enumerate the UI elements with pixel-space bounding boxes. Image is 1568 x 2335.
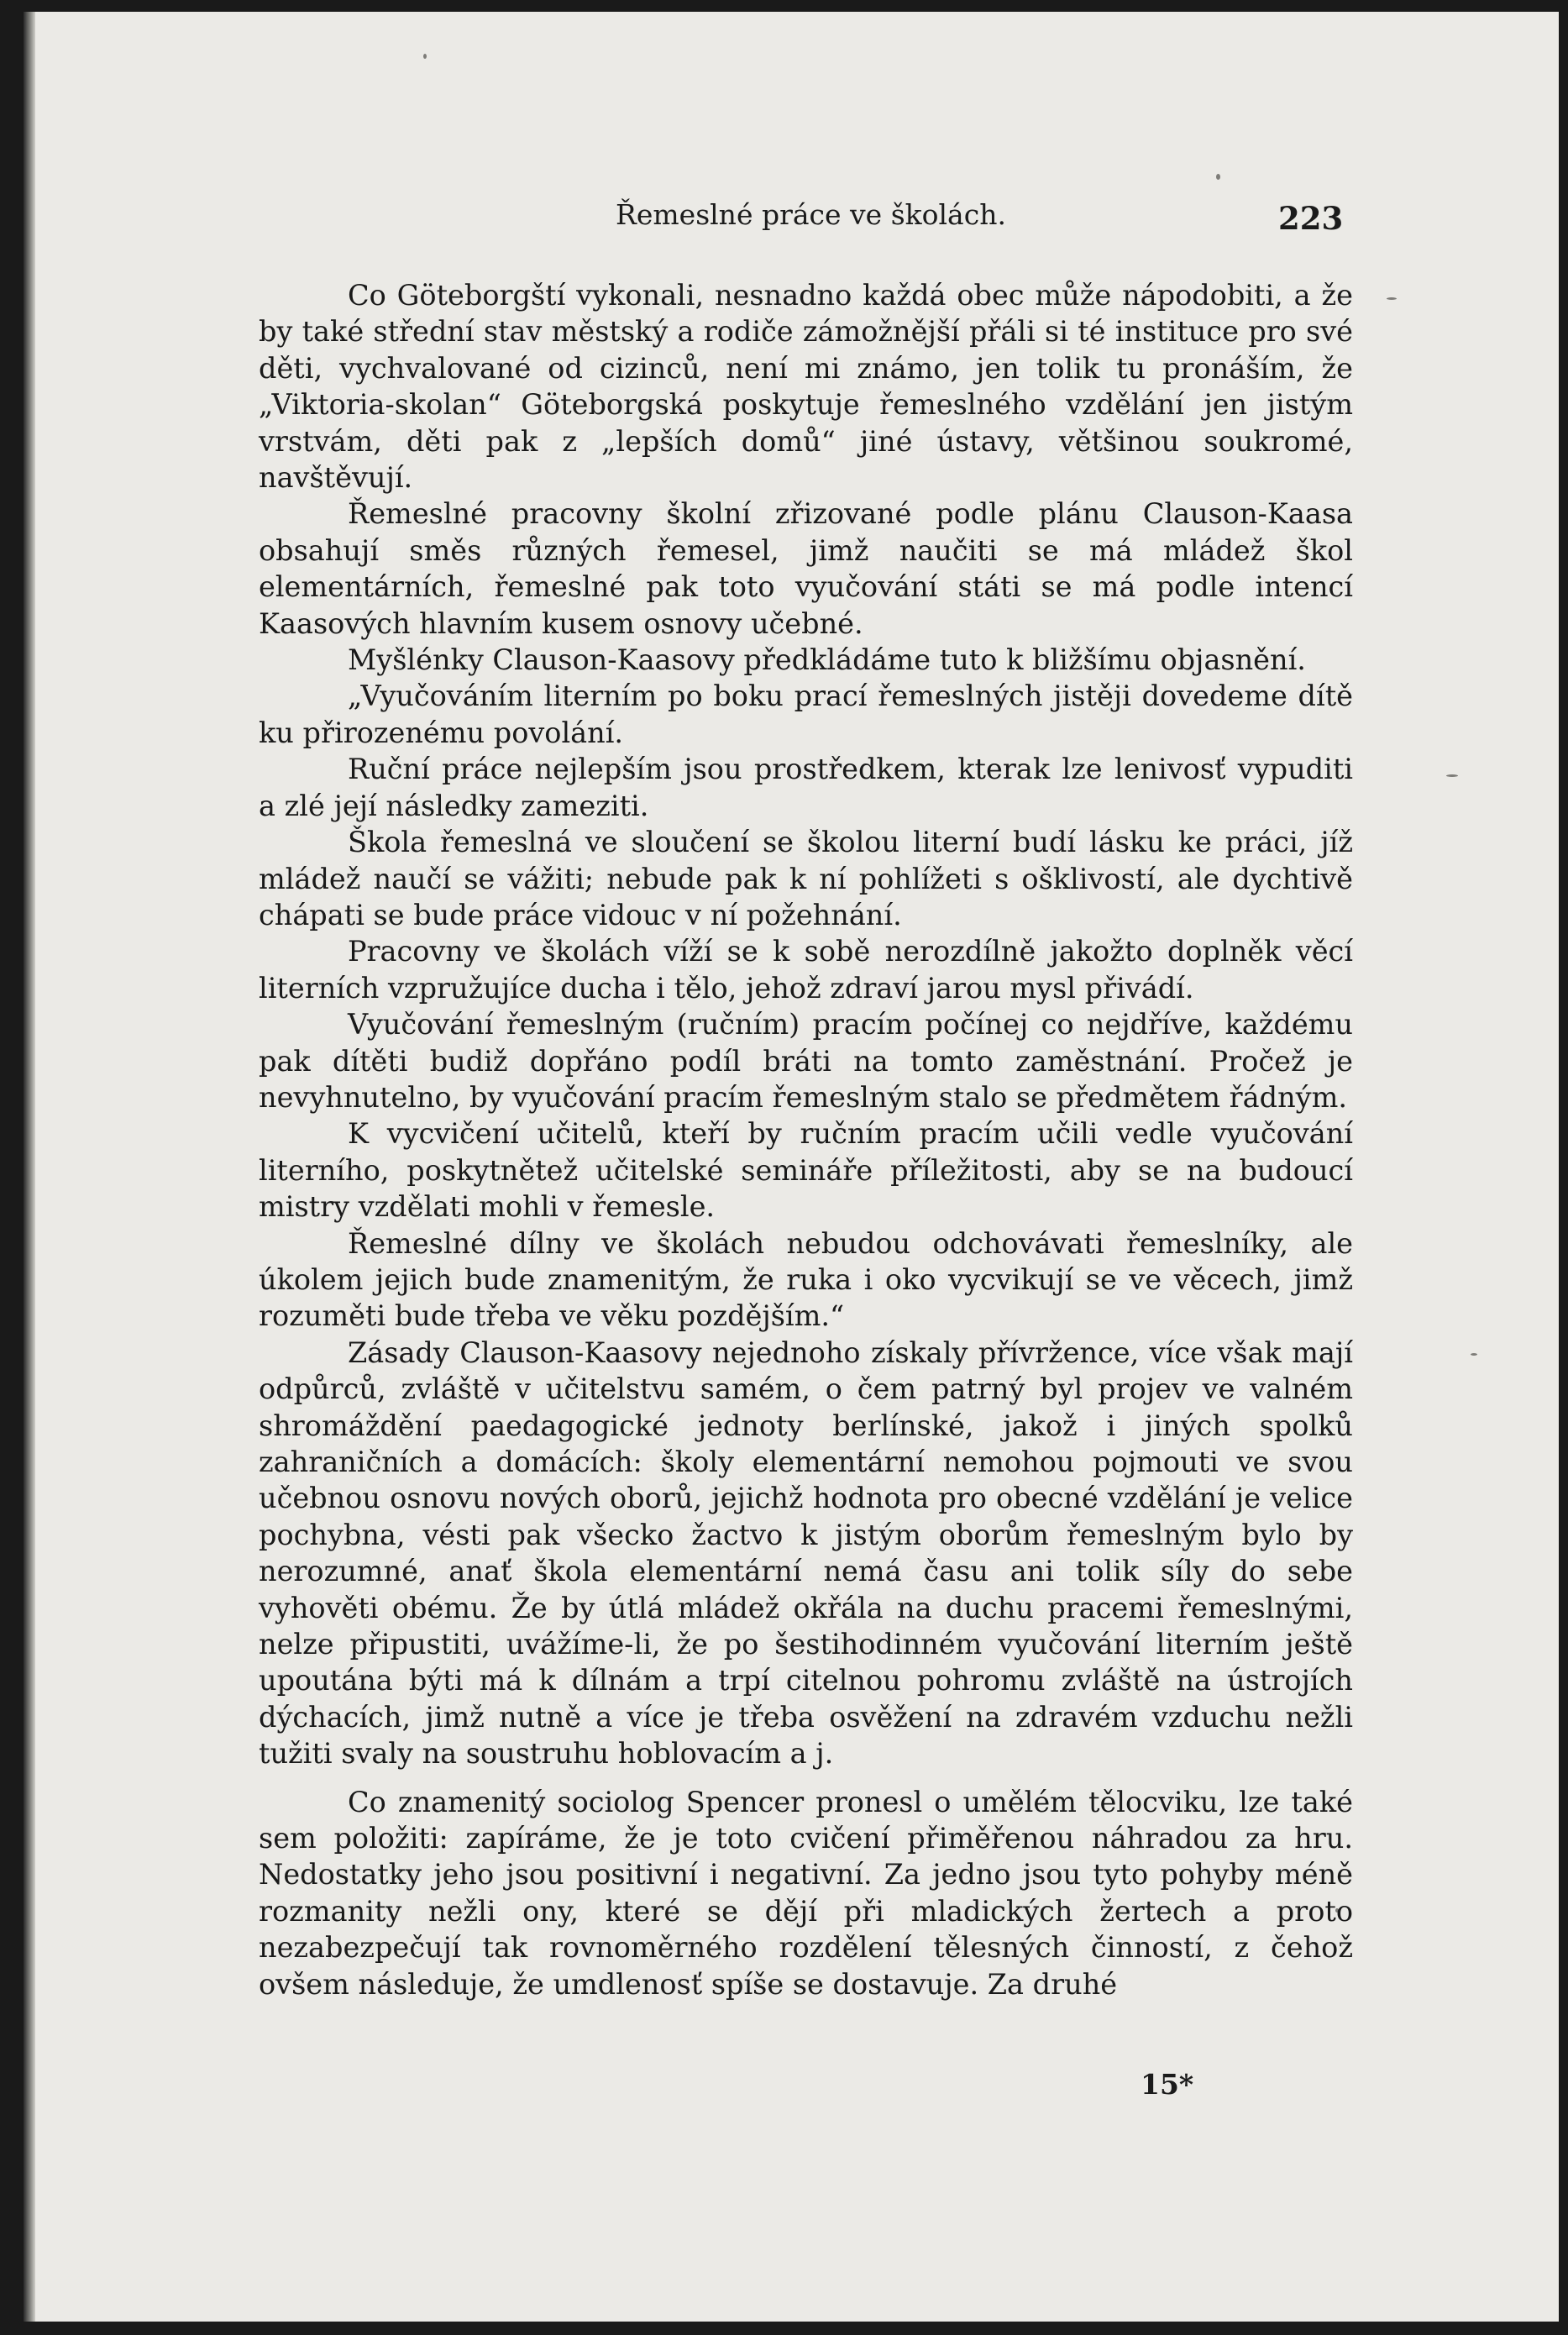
paragraph: Řemeslné pracovny školní zřizované podle plánu Clauson-Kaasa obsahují směs různých řemesel, jimž naučiti se má mládež škol elementárních, řemeslné pak toto vyučování státi se má podle intencí Kaasových hlavním kusem osnovy učebné.	[259, 497, 1353, 640]
page-number: 223	[1278, 200, 1344, 237]
paragraph: „Vyučováním literním po boku prací řemeslných jistěji dovedeme dítě ku přirozenému povolání.	[259, 680, 1353, 749]
page-header	[24, 198, 1559, 249]
signature-mark: 15*	[1141, 2068, 1194, 2101]
paragraph: Myšlénky Clauson-Kaasovy předkládáme tuto k bližšímu objasnění.	[348, 643, 1306, 677]
paragraph: Řemeslné dílny ve školách nebudou odchovávati řemeslníky, ale úkolem jejich bude znamenitým, že ruka i oko vycvikují se ve věcech, jimž rozuměti bude třeba ve věku pozdějším.“	[259, 1226, 1353, 1333]
paper-speck	[423, 54, 427, 59]
paragraph: Škola řemeslná ve sloučení se školou literní budí lásku ke práci, jíž mládež naučí se vážiti; nebude pak k ní pohlížeti s ošklivostí, ale dychtivě chápati se bude práce vidouc v ní požehnání.	[259, 826, 1353, 931]
running-title: Řemeslné práce ve školách.	[616, 198, 1006, 231]
paper-speck	[1387, 297, 1397, 300]
paragraph: Co znamenitý sociolog Spencer pronesl o umělém tělocviku, lze také sem položiti: zapíráme, že je toto cvičení přiměřenou náhradou za hru. Nedostatky jeho jsou positivní i negativní. Za jedno jsou tyto pohyby méně rozmanity nežli ony, které se dějí při mladických žertech a proto nezabezpečují tak rovnoměrného rozdělení tělesných činností, z čehož ovšem následuje, že umdlenosť spíše se dostavuje. Za druhé	[259, 1785, 1353, 2001]
paragraph: Zásady Clauson-Kaasovy nejednoho získaly přívržence, více však mají odpůrců, zvláště v učitelstvu samém, o čem patrný byl projev ve valném shromáždění paedagogické jednoty berlínské, jakož i jiných spolků zahraničních a domácích: školy elementární nemohou pojmouti ve svou učebnou osnovu nových oborů, jejichž hodnota pro obecné vzdělání je velice pochybna, vésti pak všecko žactvo k jistým oborům řemeslným bylo by nerozumné, anať škola elementární nemá času ani tolik síly do sebe vyhověti obému. Že by útlá mládež okřála na duchu pracemi řemeslnými, nelze připustiti, uvážíme-li, že po šestihodinném vyučování literním ještě upoutána býti má k dílnám a trpí citelnou pohromu zvláště na ústrojích dýchacích, jimž nutně a více je třeba osvěžení na zdravém vzduchu nežli tužiti svaly na soustruhu hoblovacím a j.	[259, 1335, 1353, 1771]
paragraph: Pracovny ve školách víží se k sobě nerozdílně jakožto doplněk věcí literních vzpružujíce ducha i tělo, jehož zdraví jarou mysl přivádí.	[259, 935, 1353, 1005]
paper-speck	[1446, 774, 1458, 777]
page-binding-edge	[24, 12, 35, 2322]
paragraph: K vycvičení učitelů, kteří by ručním pracím učili vedle vyučování literního, poskytnětež učitelské semináře příležitosti, aby se na budoucí mistry vzdělati mohli v řemesle.	[259, 1117, 1353, 1224]
paper-speck	[1216, 174, 1220, 180]
paragraph: Vyučování řemeslným (ručním) pracím počínej co nejdříve, každému pak dítěti budiž dopřáno podíl bráti na tomto zaměstnání. Pročež je nevyhnutelno, by vyučování pracím řemeslným stalo se předmětem řádným.	[259, 1008, 1353, 1114]
paper-speck	[1471, 1353, 1477, 1356]
paragraph: Ruční práce nejlepším jsou prostředkem, kterak lze lenivosť vypuditi a zlé její následky zameziti.	[259, 753, 1353, 822]
book-page	[24, 12, 1559, 2322]
body-text	[259, 277, 1353, 2002]
paragraph: Co Göteborgští vykonali, nesnadno každá obec může nápodobiti, a že by také střední stav městský a rodiče zámožnější přáli si té instituce pro své děti, vychvalované od cizinců, není mi známo, jen tolik tu pronáším, že „Viktoria-skolan“ Göteborgská poskytuje řemeslného vzdělání jen jistým vrstvám, děti pak z „lepších domů“ jiné ústavy, většinou soukromé, navštěvují.	[259, 279, 1353, 495]
